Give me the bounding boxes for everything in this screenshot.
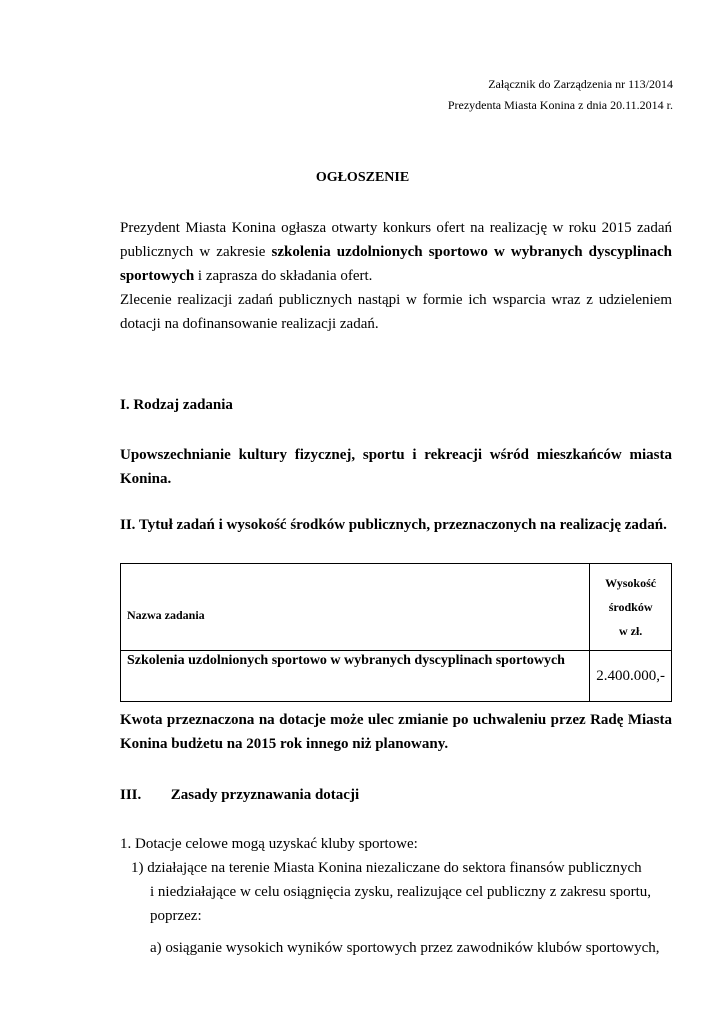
document-title: OGŁOSZENIE xyxy=(315,170,410,185)
intro-paragraph xyxy=(120,216,672,336)
intro-line-3 xyxy=(120,264,672,288)
section-3-heading xyxy=(120,787,359,804)
tasks-table xyxy=(120,563,672,702)
intro-line-3-bold: sportowych xyxy=(120,268,195,284)
intro-line-5: dotacji na dofinansowanie realizacji zadań. xyxy=(120,316,379,332)
intro-line-1: Prezydent Miasta Konina ogłasza otwarty konkurs ofert na realizację w roku 2015 zadań xyxy=(120,220,672,236)
task-amount-cell: 2.400.000,- xyxy=(590,651,672,702)
list-item-1-1-line-3: poprzez: xyxy=(150,908,202,924)
section-1-heading: I. Rodzaj zadania xyxy=(120,397,233,413)
list-item-1-1-line-1: 1) działające na terenie Miasta Konina niezaliczane do sektora finansów publicznych xyxy=(131,860,642,876)
list-item-1: 1. Dotacje celowe mogą uzyskać kluby sportowe: xyxy=(120,836,418,852)
intro-line-4: Zlecenie realizacji zadań publicznych nastąpi w formie ich wsparcia wraz z udzieleniem xyxy=(120,292,672,308)
intro-line-3-text: i zaprasza do składania ofert. xyxy=(194,268,373,284)
section-1-line-1: Upowszechnianie kultury fizycznej, sportu i rekreacji wśród mieszkańców miasta xyxy=(120,447,672,463)
column-header-name: Nazwa zadania xyxy=(121,564,590,651)
table-row xyxy=(121,651,672,702)
budget-note xyxy=(120,708,672,756)
list-item-1-1-a: a) osiąganie wysokich wyników sportowych przez zawodników klubów sportowych, xyxy=(150,940,660,956)
column-header-amount-line-1: Wysokość xyxy=(605,576,657,590)
section-3-title: Zasady przyznawania dotacji xyxy=(170,787,360,803)
section-3-number: III. xyxy=(120,787,142,803)
intro-line-2-text: publicznych w zakresie xyxy=(120,244,272,260)
section-1-line-2: Konina. xyxy=(120,471,172,487)
section-2-heading: II. Tytuł zadań i wysokość środków publicznych, przeznaczonych na realizację zadań. xyxy=(120,517,667,533)
attachment-line-2: Prezydenta Miasta Konina z dnia 20.11.2014 r. xyxy=(447,98,673,112)
section-1-text xyxy=(120,443,672,491)
budget-note-line-1: Kwota przeznaczona na dotacje może ulec zmianie po uchwaleniu przez Radę Miasta xyxy=(120,712,672,728)
budget-note-line-2: Konina budżetu na 2015 rok innego niż planowany. xyxy=(120,736,449,752)
list-item-1-1-line-2: i niedziałające w celu osiągnięcia zysku, realizujące cel publiczny z zakresu sportu, xyxy=(150,884,652,900)
column-header-amount-line-2: środków xyxy=(608,600,653,614)
attachment-header xyxy=(448,74,673,116)
table-header-row xyxy=(121,564,672,651)
column-header-amount xyxy=(590,564,672,651)
attachment-line-1: Załącznik do Zarządzenia nr 113/2014 xyxy=(488,77,673,91)
intro-line-2 xyxy=(120,240,672,264)
intro-line-2-bold: szkolenia uzdolnionych sportowo w wybranych dyscyplinach xyxy=(271,244,672,260)
task-name-cell: Szkolenia uzdolnionych sportowo w wybranych dyscyplinach sportowych xyxy=(121,651,590,702)
column-header-amount-line-3: w zł. xyxy=(618,624,643,638)
